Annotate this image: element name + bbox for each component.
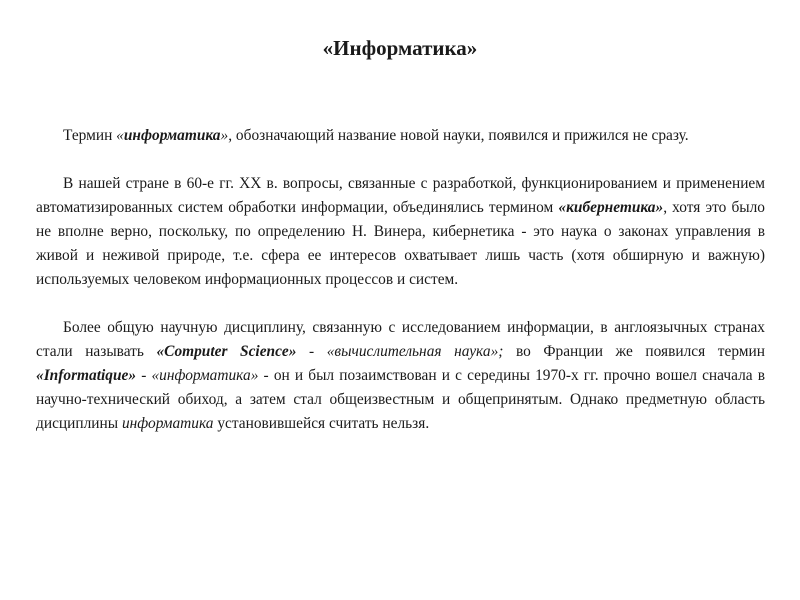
text-run: «кибернетика»: [558, 199, 664, 216]
slide-title: «Информатика»: [322, 36, 478, 60]
text-run: -: [136, 367, 152, 384]
text-run: информатика: [121, 415, 214, 432]
paragraph-2: [36, 172, 765, 292]
text-run: В нашей стране в 60-е гг. XX в. вопросы, связанные с разработкой, функционированием и применением автоматизированных систем обработки информации, объединялись термином: [36, 175, 765, 216]
text-run: «информатика»: [151, 367, 259, 384]
paragraph-1: [36, 124, 765, 148]
paragraph-3: [36, 316, 765, 436]
text-run: во Франции же появился термин: [503, 343, 765, 360]
text-run: «: [116, 127, 124, 144]
text-run: информатика: [123, 127, 221, 144]
text-run: «вычислительная наука»;: [326, 343, 504, 360]
text-run: Более общую научную дисциплину, связанную с исследованием информации, в англоязычных странах стали называть: [36, 319, 765, 360]
slide-body: [36, 124, 765, 436]
text-run: - он и был позаимствован и с середины 1970-х гг. прочно вошел сначала в научно-технический обиход, а затем стал общеизвестным и общепринятым. Однако предметную область дисциплины: [36, 367, 765, 432]
text-run: установившейся считать нельзя.: [213, 415, 430, 432]
text-run: -: [296, 343, 327, 360]
text-run: , обозначающий название новой науки, появился и прижился не сразу.: [228, 127, 689, 144]
text-run: Термин: [63, 127, 117, 144]
text-run: «Informatique»: [36, 367, 137, 384]
text-run: «Computer Science»: [156, 343, 297, 360]
text-run: »: [220, 127, 229, 144]
text-run: , хотя это было не вполне верно, поскольку, по определению Н. Винера, кибернетика - это наука о законах управления в живой и неживой природе, т.е. сфера ее интересов охватывает лишь часть (хотя обширную и важную) используемых человеком информационных процессов и систем.: [36, 199, 766, 288]
